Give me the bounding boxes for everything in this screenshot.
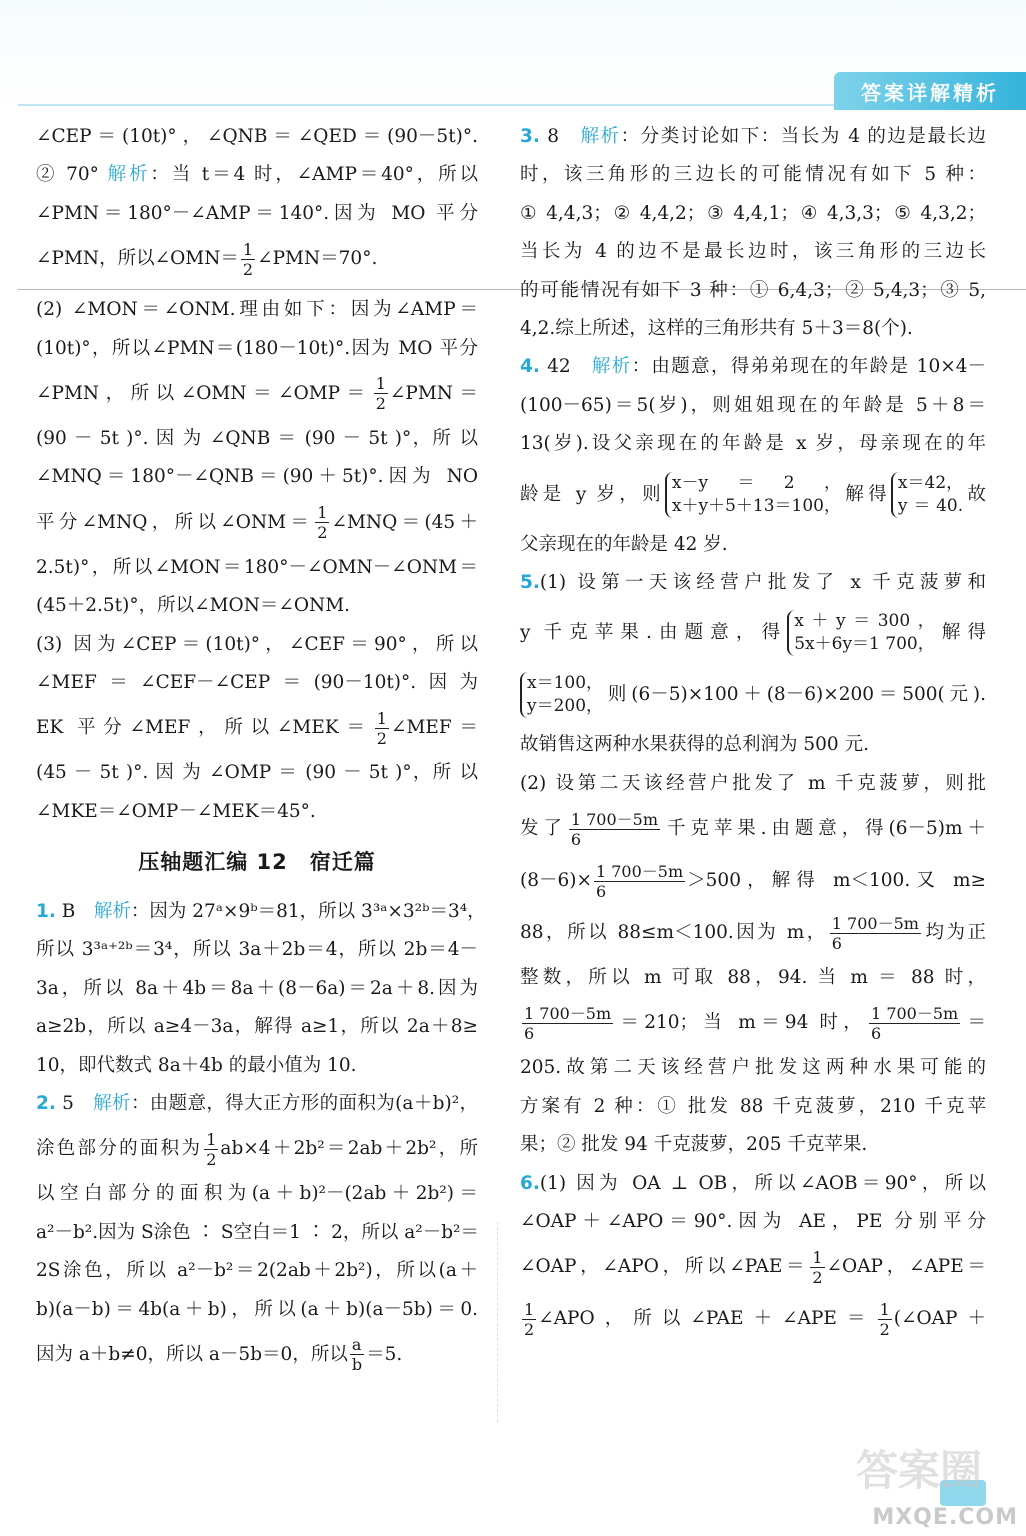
section-title: 压轴题汇编 12 宿迁篇 <box>138 850 376 875</box>
column-guide <box>497 1222 498 1422</box>
text-line: a≥2b，所以 a≥4－3a，解得 a≥1，所以 2a＋8≥ <box>36 1016 478 1038</box>
watermark-logo: 答案圈 <box>855 1446 982 1495</box>
answer-5: 5.(1) 设第一天该经营户批发了 x 千克菠萝和 <box>520 571 986 593</box>
text-line: 平分∠MNQ，所以∠ONM＝ $\frac{1}{2}$ ∠MNQ＝(45＋ <box>36 503 478 543</box>
text-line: ∠MNQ＝180°－∠QNB＝(90＋5t)°.因为 NO <box>36 466 478 488</box>
text-line: $\frac{1}{2}$ ∠APO，所以∠PAE＋∠APE＝ $\frac{1}{2}$ (∠OAP＋ <box>524 1299 987 1339</box>
fraction: $\frac{1 700-5m}{6}$ <box>831 913 919 953</box>
watermark: MXQE.COM <box>872 1505 1018 1530</box>
text-line: (3) 因为∠CEP＝(10t)°，∠CEF＝90°，所以 <box>36 633 478 655</box>
solution-system: x＝42， y＝40. <box>891 472 963 518</box>
text-line: ① 4,4,3；② 4,4,2；③ 4,4,1；④ 4,3,3；⑤ 4,3,2； <box>520 202 986 224</box>
equation-system: x－y＝2， x＋y＋5＋13＝100， <box>665 472 841 518</box>
text-line: x＝100， y＝200， 则(6－5)×100＋(8－6)×200＝500(元). <box>520 664 986 726</box>
text-line: a²－b².因为 S涂色 ∶ S空白＝1 ∶ 2，所以 a²－b²＝ <box>36 1221 479 1243</box>
equation-system: x＋y＝300， 5x＋6y＝1 700， <box>787 610 935 656</box>
fraction: $\frac{1}{2}$ <box>242 239 254 279</box>
fraction: $\frac{1}{2}$ <box>375 374 386 414</box>
text-line: 父亲现在的年龄是 42 岁. <box>520 533 728 555</box>
text-line: 当长为 4 的边不是最长边时，该三角形的三边长 <box>520 241 986 263</box>
text-line: 因为 a＋b≠0，所以 a－5b＝0，所以 $\frac{a}{b}$ ＝5. <box>36 1335 403 1375</box>
text-line: (90 － 5t )°. 因 为 ∠QNB ＝ (90 － 5t )°，所 以 <box>36 427 478 449</box>
text-line: ∠OAP，∠APO，所以∠PAE＝ $\frac{1}{2}$ ∠OAP，∠APE＝ <box>520 1247 986 1287</box>
text-line: (100－65)＝5(岁)，则姐姐现在的年龄是 5＋8＝ <box>520 394 986 416</box>
text-line: 方案有 2 种：① 批发 88 千克菠萝，210 千克苹 <box>520 1095 986 1117</box>
right-column <box>520 118 986 1345</box>
text-line: 所以 3³ᵃ⁺²ᵇ＝3⁴，所以 3a＋2b＝4，所以 2b＝4－ <box>36 939 478 961</box>
text-line: (45 － 5t )°. 因 为 ∠OMP ＝ (90 － 5t )°，所 以 <box>36 762 478 784</box>
text-line: y 千克苹果.由题意，得 x＋y＝300， 5x＋6y＝1 700， 解得 <box>520 611 986 655</box>
text-line: 88，所以 88≤m＜100.因为 m， $\frac{1 700-5m}{6}$ 均为正 <box>520 913 986 953</box>
fraction: $\frac{1 700-5m}{6}$ <box>595 861 684 901</box>
text-line: 2S涂色，所以 a²－b²＝2(2ab＋2b²)，所以(a＋ <box>36 1260 478 1282</box>
answer-3: 3. 8 解析：分类讨论如下：当长为 4 的边是最长边 <box>520 126 986 147</box>
text-line: (2) ∠MON＝∠ONM.理由如下：因为∠AMP＝ <box>36 299 478 321</box>
fraction: $\frac{1}{2}$ <box>317 503 328 543</box>
analysis-label: 解析 <box>107 164 151 186</box>
text-line: 3a，所以 8a＋4b＝8a＋(8－6a)＝2a＋8.因为 <box>36 977 478 999</box>
solution-system: x＝100， y＝200， <box>520 672 603 718</box>
text-line: 以空白部分的面积为(a＋b)²－(2ab＋2b²)＝ <box>36 1183 478 1205</box>
text-line: 涂色部分的面积为 $\frac{1}{2}$ ab×4＋2b²＝2ab＋2b²，所 <box>36 1129 478 1169</box>
text-line: 2.5t)°，所以∠MON＝180°－∠OMN－∠ONM＝ <box>36 556 478 578</box>
text-line: EK 平分∠MEF，所以∠MEK＝ $\frac{1}{2}$ ∠MEF＝ <box>36 708 478 748</box>
text-line: ∠PMN，所以∠OMN＝∠OMP＝ $\frac{1}{2}$ ∠PMN＝ <box>36 374 478 414</box>
fraction: $\frac{1}{2}$ <box>879 1299 890 1339</box>
text-line: ∠CEP＝(10t)°，∠QNB＝∠QED＝(90－5t)°. <box>36 126 478 147</box>
text-line: ∠PMN，所以∠OMN＝ $\frac{1}{2}$ ∠PMN＝70°. <box>36 239 378 279</box>
text-line: ∠MEF＝∠CEF－∠CEP＝(90－10t)°.因为 <box>36 671 478 693</box>
text-line: 时，该三角形的三边长的可能情况有如下 5 种： <box>520 164 986 186</box>
text-line: (10t)°，所以∠PMN＝(180－10t)°.因为 MO 平分 <box>36 337 478 359</box>
text-line: (8－6)× $\frac{1 700-5m}{6}$ ＞500，解得 m＜100.又 m≥ <box>520 861 986 901</box>
text-line: 发了 $\frac{1 700-5m}{6}$ 千克苹果.由题意，得(6－5)m＋ <box>520 809 986 849</box>
left-column <box>36 118 486 1381</box>
answer-1: 1. B 解析：因为 27ᵃ×9ᵇ＝81，所以 3³ᵃ×3²ᵇ＝3⁴， <box>36 901 486 923</box>
fraction: $\frac{1}{2}$ <box>524 1299 535 1339</box>
text-line: ∠OAP＋∠APO＝90°.因为 AE，PE 分别平分 <box>520 1211 986 1233</box>
fraction: $\frac{1 700-5m}{6}$ <box>524 1003 612 1043</box>
answer-6: 6.(1) 因为 OA ⊥ OB，所以∠AOB＝90°，所以 <box>520 1172 986 1194</box>
text-line: 果；② 批发 94 千克菠萝，205 千克苹果. <box>520 1134 868 1156</box>
text-line: (2) 设第二天该经营户批发了 m 千克菠萝，则批 <box>520 772 986 794</box>
answer-4: 4. 42 解析：由题意，得弟弟现在的年龄是 10×4－ <box>520 356 986 378</box>
fraction: $\frac{a}{b}$ <box>351 1335 363 1375</box>
analysis-label: 解析 <box>591 356 632 378</box>
fraction: $\frac{1 700-5m}{6}$ <box>871 1003 959 1043</box>
fraction: $\frac{1}{2}$ <box>812 1247 823 1287</box>
text-line: ∠PMN＝180°－∠AMP＝140°.因为 MO 平分 <box>36 202 478 224</box>
analysis-label: 解析 <box>93 1093 131 1115</box>
analysis-label: 解析 <box>580 126 621 147</box>
text-line: 故销售这两种水果获得的总利润为 500 元. <box>520 734 869 756</box>
header-tag: 答案详解精析 <box>834 72 1026 110</box>
text-line: 整数，所以 m 可取 88，94. 当 m ＝ 88 时， <box>520 967 986 989</box>
text-line: 10，即代数式 8a＋4b 的最小值为 10. <box>36 1054 357 1076</box>
text-line: 205.故第二天该经营户批发这两种水果可能的 <box>520 1057 986 1079</box>
text-line: 4,2.综上所述，这样的三角形共有 5＋3＝8(个). <box>520 317 913 339</box>
text-line: $\frac{1 700-5m}{6}$ ＝210；当 m＝94 时， $\frac{1 700-5m}{6}$ ＝ <box>524 1003 986 1043</box>
text-line: 的可能情况有如下 3 种：① 6,4,3；② 5,4,3；③ 5, <box>520 279 986 301</box>
answer-2: 2. 5 解析：由题意，得大正方形的面积为(a＋b)²， <box>36 1093 478 1115</box>
fraction: $\frac{1 700-5m}{6}$ <box>570 809 659 849</box>
fraction: $\frac{1}{2}$ <box>206 1129 217 1169</box>
text-line: b)(a－b)＝4b(a＋b)，所以(a＋b)(a－5b)＝0. <box>36 1298 478 1320</box>
text-line: ② 70° 解析：当 t＝4 时，∠AMP＝40°，所以 <box>36 164 478 186</box>
analysis-label: 解析 <box>93 901 131 923</box>
fraction: $\frac{1}{2}$ <box>376 708 387 748</box>
text-line: 13(岁).设父亲现在的年龄是 x 岁，母亲现在的年 <box>520 433 986 455</box>
text-line: ∠MKE＝∠OMP－∠MEK＝45°. <box>36 800 316 822</box>
text-line: 龄是 y 岁，则 x－y＝2， x＋y＋5＋13＝100， 解得 x＝42， y＝40. 故 <box>520 472 986 516</box>
text-line: (45＋2.5t)°，所以∠MON＝∠ONM. <box>36 595 351 617</box>
